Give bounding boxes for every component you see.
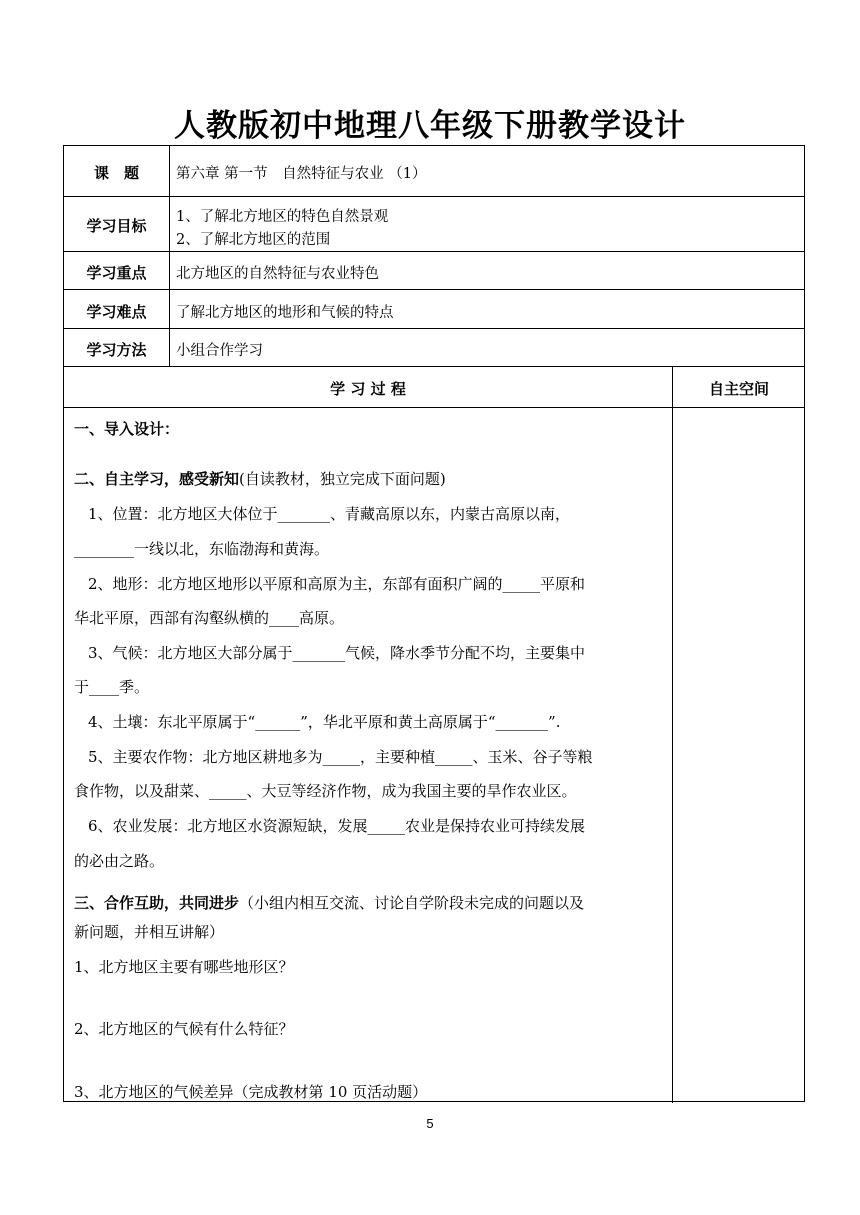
list-item: 的必由之路。 xyxy=(74,852,165,870)
page-number: 5 xyxy=(426,1116,434,1131)
self-space-header: 自主空间 xyxy=(708,380,769,398)
question-item: 2、北方地区的气候有什么特征？ xyxy=(74,1020,294,1038)
row-divider xyxy=(64,407,804,408)
value-topic: 第六章 第一节 自然特征与农业 （1） xyxy=(176,166,427,182)
label-difficulties: 学习难点 xyxy=(86,303,147,321)
row-divider xyxy=(64,289,804,290)
col-divider xyxy=(672,366,673,1103)
list-item: 华北平原，西部有沟壑纵横的____高原。 xyxy=(74,609,345,627)
section-self-study xyxy=(74,468,446,489)
list-item: 5、主要农作物：北方地区耕地多为_____，主要种植_____、玉米、谷子等粮 xyxy=(88,748,593,766)
section-cooperation xyxy=(74,892,584,913)
list-item: 食作物，以及甜菜、_____、大豆等经济作物，成为我国主要的旱作农业区。 xyxy=(74,782,577,800)
value-method: 小组合作学习 xyxy=(176,343,263,359)
label-objectives: 学习目标 xyxy=(86,217,147,235)
process-header: 学 习 过 程 xyxy=(330,380,406,398)
row-divider xyxy=(64,196,804,197)
list-item: 6、农业发展：北方地区水资源短缺，发展_____农业是保持农业可持续发展 xyxy=(88,817,586,835)
section-intro: 一、导入设计： xyxy=(74,420,180,438)
row-divider xyxy=(64,328,804,329)
list-item: 4、土壤：东北平原属于“______”，华北平原和黄土高原属于“_______”. xyxy=(88,713,561,731)
list-item: ________一线以北，东临渤海和黄海。 xyxy=(74,540,330,558)
page-title: 人教版初中地理八年级下册教学设计 xyxy=(174,108,686,144)
list-item: 于____季。 xyxy=(74,678,150,696)
section-heading: 二、自主学习，感受新知 xyxy=(74,470,240,488)
list-item: 2、地形：北方地区地形以平原和高原为主，东部有面积广阔的_____平原和 xyxy=(88,575,586,593)
list-item: 1、位置：北方地区大体位于_______、青藏高原以东，内蒙古高原以南， xyxy=(88,505,571,523)
question-item: 3、北方地区的气候差异（完成教材第 10 页活动题） xyxy=(74,1083,428,1101)
row-divider xyxy=(64,251,804,252)
section-note: （小组内相互交流、讨论自学阶段未完成的问题以及 xyxy=(239,894,585,912)
lesson-table xyxy=(63,145,805,1102)
label-key-points: 学习重点 xyxy=(86,264,147,282)
row-divider xyxy=(64,366,804,367)
col-divider xyxy=(169,146,170,366)
question-item: 1、北方地区主要有哪些地形区？ xyxy=(74,958,294,976)
section-note: (自读教材，独立完成下面问题) xyxy=(239,470,446,488)
value-key-points: 北方地区的自然特征与农业特色 xyxy=(176,266,379,282)
value-difficulties: 了解北方地区的地形和气候的特点 xyxy=(176,305,394,321)
section-note-cont: 新问题，并相互讲解） xyxy=(74,923,225,941)
value-objective-1: 1、了解北方地区的特色自然景观 xyxy=(176,209,389,225)
section-heading: 三、合作互助，共同进步 xyxy=(74,894,240,912)
value-objective-2: 2、了解北方地区的范围 xyxy=(176,232,331,248)
list-item: 3、气候：北方地区大部分属于_______气候，降水季节分配不均，主要集中 xyxy=(88,644,586,662)
label-method: 学习方法 xyxy=(86,341,147,359)
label-topic: 课 题 xyxy=(93,164,139,182)
